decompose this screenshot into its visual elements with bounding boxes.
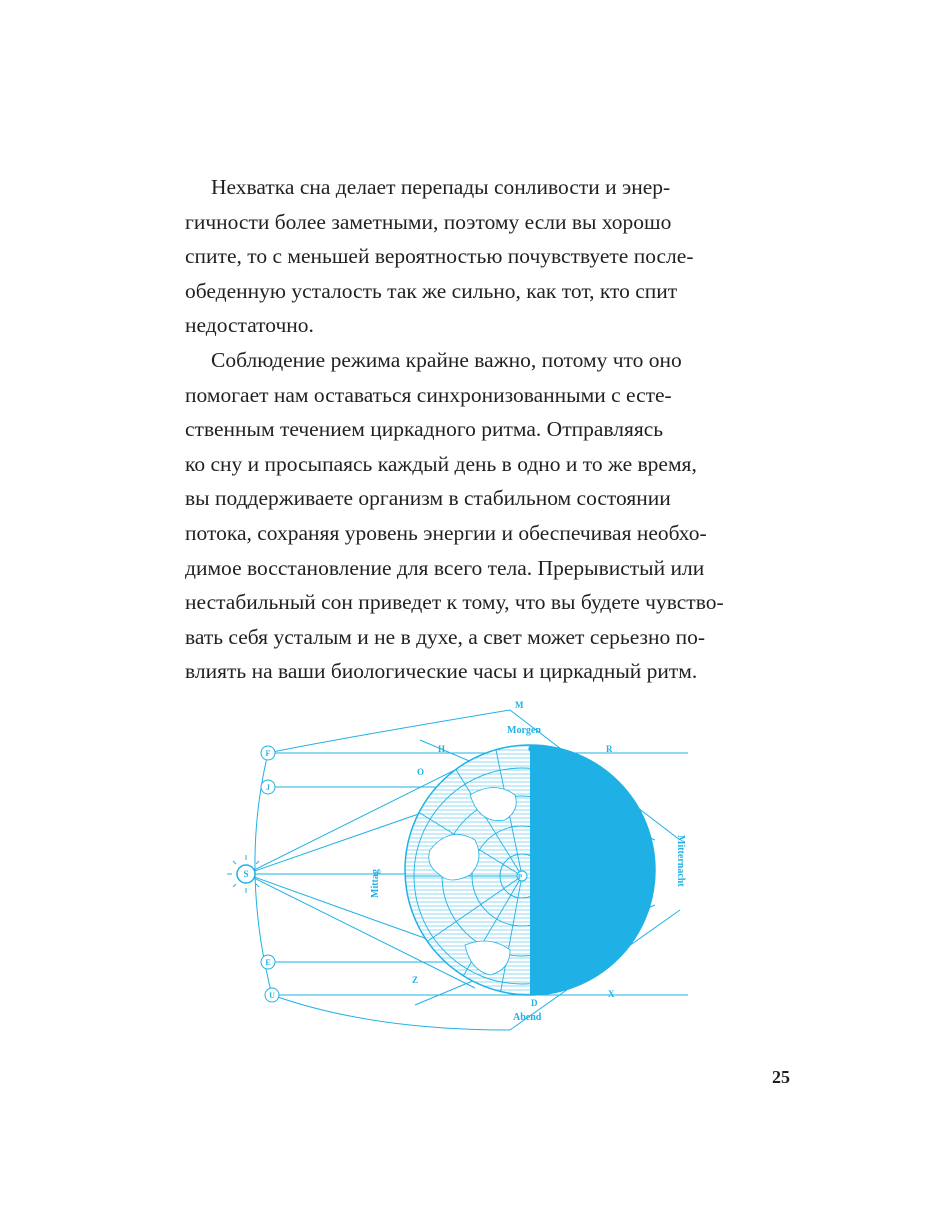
label-r: R xyxy=(606,744,613,754)
label-g: G xyxy=(528,744,536,754)
text-line: ко сну и просыпаясь каждый день в одно и то же время, xyxy=(185,451,697,476)
text-line: вать себя усталым и не в духе, а свет может серьезно по- xyxy=(185,624,706,649)
label-u: U xyxy=(269,991,275,1000)
text-line: Нехватка сна делает перепады сонливости и энер- xyxy=(211,175,671,199)
label-o: O xyxy=(417,767,425,777)
earth-sun-illustration xyxy=(210,700,710,1040)
label-m: M xyxy=(515,700,524,710)
label-x: X xyxy=(608,989,615,999)
text-line: димое восстановление для всего тела. Прерывистый или xyxy=(185,555,705,580)
paragraph-1 xyxy=(185,170,745,343)
text-line: помогает нам оставаться синхронизованными с есте- xyxy=(185,382,672,407)
text-line: обеденную усталость так же сильно, как тот, кто спит xyxy=(185,278,678,303)
label-mittag: Mittag xyxy=(370,869,381,898)
label-d: D xyxy=(531,998,538,1008)
text-line: потока, сохраняя уровень энергии и обеспечивая необхо- xyxy=(185,520,707,545)
text-line: нестабильный сон приведет к тому, что вы будете чувство- xyxy=(185,590,724,615)
label-j: J xyxy=(266,783,270,792)
label-p: P xyxy=(517,873,523,881)
text-line: влиять на ваши биологические часы и циркадный ритм. xyxy=(185,659,698,684)
page-number: 25 xyxy=(772,1067,790,1087)
label-mitternacht: Mitternacht xyxy=(675,835,686,887)
label-e: E xyxy=(265,958,271,967)
body-text xyxy=(185,170,745,689)
label-morgen: Morgen xyxy=(507,725,541,736)
label-h: H xyxy=(438,744,446,754)
text-line: ственным течением циркадного ритма. Отправляясь xyxy=(185,417,664,442)
label-abend: Abend xyxy=(513,1012,542,1023)
label-s: S xyxy=(243,869,249,879)
label-z: Z xyxy=(412,975,419,985)
paragraph-2 xyxy=(185,343,745,689)
text-line: вы поддерживаете организм в стабильном состоянии xyxy=(185,486,671,511)
text-line: недостаточно. xyxy=(185,313,314,338)
text-line: гичности более заметными, поэтому если вы хорошо xyxy=(185,209,672,234)
label-f: F xyxy=(265,749,271,758)
text-line: Соблюдение режима крайне важно, потому что оно xyxy=(211,347,682,372)
globe-icon xyxy=(405,745,660,995)
text-line: спите, то с меньшей вероятностью почувствуете после- xyxy=(185,244,694,269)
